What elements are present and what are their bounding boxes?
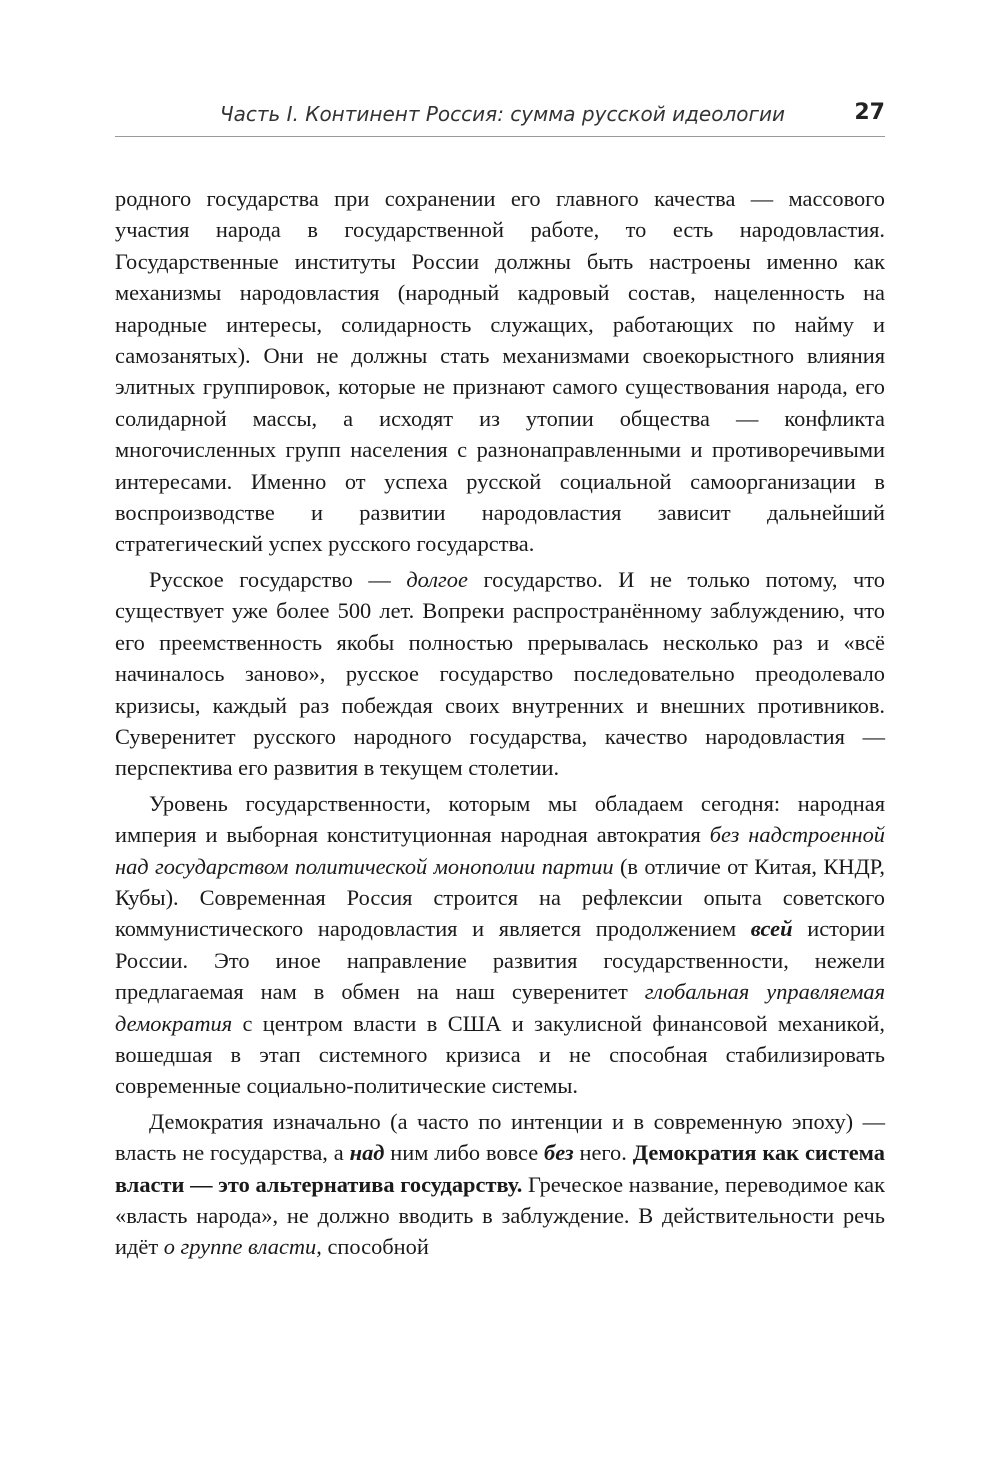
- text-run: ним либо вовсе: [384, 1140, 545, 1166]
- text-run: государство. И не только потому, что существует уже более 500 лет. Вопреки распространённому заблуждению, что его преемственность якобы полностью прерывалась несколько раз и «всё начиналось заново», русское государство последовательно преодолевало кризисы, каждый раз побеждая своих внутренних и внешних противников. Суверенитет русского народного государства, качество народовластия — перспектива его развития в текущем столетии.: [115, 566, 885, 781]
- text-run: него.: [573, 1140, 633, 1166]
- book-page: [115, 100, 885, 1263]
- text-run: родного государства при сохранении его главного качества — массового участия народа в государственной работе, то есть народовластия. Государственные институты России должны быть настроены именно как механизмы народовластия (народный кадровый состав, нацеленность на народные интересы, солидарность служащих, работающих по найму и самозанятых). Они не должны стать механизмами своекорыстного влияния элитных группировок, которые не признают самого существования народа, его солидарной массы, а исходят из утопии общества — конфликта многочисленных групп населения с разнонаправленными и противоречивыми интересами. Именно от успеха русской социальной самоорганизации в воспроизводстве и развитии народовластия зависит дальнейший стратегический успех русского государства.: [115, 186, 885, 557]
- paragraph-4: [115, 1106, 885, 1263]
- emphasis-italic: о группе власти: [163, 1234, 317, 1260]
- emphasis-bold-italic: всей: [750, 916, 793, 942]
- running-title: Часть I. Континент Россия: сумма русской идеологии: [219, 102, 785, 126]
- page-number: 27: [854, 100, 885, 125]
- text-run: (в отличие от Китая, КНДР, Кубы). Современная Россия строится на рефлексии опыта советского коммунистического народовластия и является продолжением: [115, 853, 885, 942]
- running-header: [115, 100, 885, 137]
- emphasis-bold-italic: над: [349, 1140, 385, 1166]
- text-run: Уровень государственности, которым мы обладаем сегодня: народная империя и выборная конституционная народная автократия: [115, 790, 885, 848]
- text-run: Демократия изначально (а часто по интенции и в современную эпоху) — власть не государства, а: [115, 1108, 885, 1166]
- text-run: истории России. Это иное направление развития государственности, нежели предлагаемая нам в обмен на наш суверенитет: [115, 916, 885, 1005]
- text-run: , способной: [316, 1234, 429, 1260]
- text-run: Русское государство —: [149, 566, 407, 592]
- emphasis-bold-italic: без: [544, 1140, 574, 1166]
- emphasis-italic: долгое: [406, 566, 468, 592]
- emphasis-italic: без надстроенной над государством политической монополии партии: [115, 822, 885, 879]
- paragraph-2: [115, 564, 885, 784]
- paragraph-3: [115, 788, 885, 1102]
- body-text: [115, 183, 885, 1263]
- emphasis-italic: глобальная управляемая демократия: [115, 979, 885, 1036]
- paragraph-1: [115, 183, 885, 560]
- text-run: с центром власти в США и закулисной финансовой механикой, вошедшая в этап системного кризиса и не способная стабилизировать современные социально-политические системы.: [115, 1010, 885, 1099]
- text-run: Греческое название, переводимое как «власть народа», не должно вводить в заблуждение. В действительности речь идёт: [115, 1171, 885, 1260]
- emphasis-bold: Демократия как система власти — это альтернатива государству.: [115, 1140, 885, 1197]
